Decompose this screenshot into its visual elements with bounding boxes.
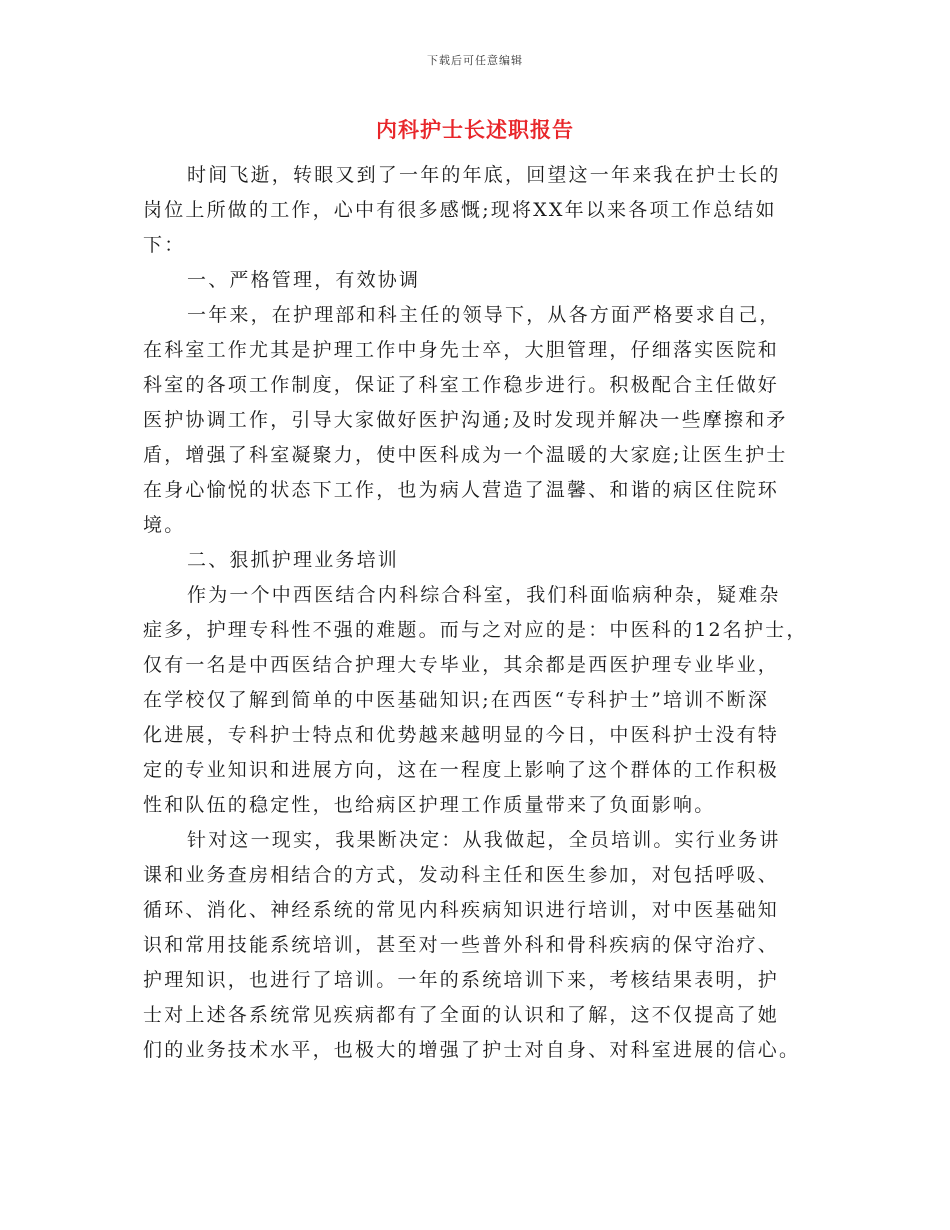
paragraph-line: 境。	[143, 514, 186, 536]
paragraph-line: 化进展，专科护士特点和优势越来越明显的今日，中医科护士没有特	[143, 724, 780, 746]
paragraph-line: 护理知识，也进行了培训。一年的系统培训下来，考核结果表明，护	[143, 969, 780, 991]
paragraph-line: 课和业务查房相结合的方式，发动科主任和医生参加，对包括呼吸、	[143, 864, 780, 886]
paragraph-line: 时间飞逝，转眼又到了一年的年底，回望这一年来我在护士长的	[187, 164, 781, 186]
paragraph-line: 一年来，在护理部和科主任的领导下，从各方面严格要求自己，	[187, 304, 781, 326]
paragraph-line: 作为一个中西医结合内科综合科室，我们科面临病种杂，疑难杂	[187, 584, 781, 606]
paragraph-line: 识和常用技能系统培训，甚至对一些普外科和骨科疾病的保守治疗、	[143, 934, 780, 956]
paragraph-line: 们的业务技术水平，也极大的增强了护士对自身、对科室进展的信心。	[143, 1039, 801, 1061]
paragraph-line: 科室的各项工作制度，保证了科室工作稳步进行。积极配合主任做好	[143, 374, 780, 396]
paragraph-line: 症多，护理专科性不强的难题。而与之对应的是：中医科的12名护士，	[143, 619, 808, 641]
paragraph-line: 仅有一名是中西医结合护理大专毕业，其余都是西医护理专业毕业，	[143, 654, 780, 676]
paragraph-line: 在身心愉悦的状态下工作，也为病人营造了温馨、和谐的病区住院环	[143, 479, 780, 501]
paragraph-line: 士对上述各系统常见疾病都有了全面的认识和了解，这不仅提高了她	[143, 1004, 780, 1026]
header-note: 下载后可任意编辑	[427, 54, 523, 67]
paragraph-line: 定的专业知识和进展方向，这在一程度上影响了这个群体的工作积极	[143, 759, 780, 781]
paragraph-line: 性和队伍的稳定性，也给病区护理工作质量带来了负面影响。	[143, 794, 716, 816]
paragraph-line: 在科室工作尤其是护理工作中身先士卒，大胆管理，仔细落实医院和	[143, 339, 780, 361]
paragraph-line: 循环、消化、神经系统的常见内科疾病知识进行培训，对中医基础知	[143, 899, 780, 921]
section-heading: 二、狠抓护理业务培训	[187, 549, 400, 571]
paragraph-line: 下：	[143, 234, 186, 256]
section-heading: 一、严格管理，有效协调	[187, 269, 421, 291]
paragraph-line: 岗位上所做的工作，心中有很多感慨;现将XX年以来各项工作总结如	[143, 199, 777, 221]
paragraph-line: 医护协调工作，引导大家做好医护沟通;及时发现并解决一些摩擦和矛	[143, 409, 788, 431]
paragraph-line: 在学校仅了解到简单的中医基础知识;在西医“专科护士”培训不断深	[143, 689, 770, 711]
paragraph-line: 针对这一现实，我果断决定：从我做起，全员培训。实行业务讲	[187, 829, 781, 851]
document-body	[143, 158, 809, 1068]
document-title: 内科护士长述职报告	[376, 117, 574, 142]
paragraph-line: 盾，增强了科室凝聚力，使中医科成为一个温暖的大家庭;让医生护士	[143, 444, 788, 466]
